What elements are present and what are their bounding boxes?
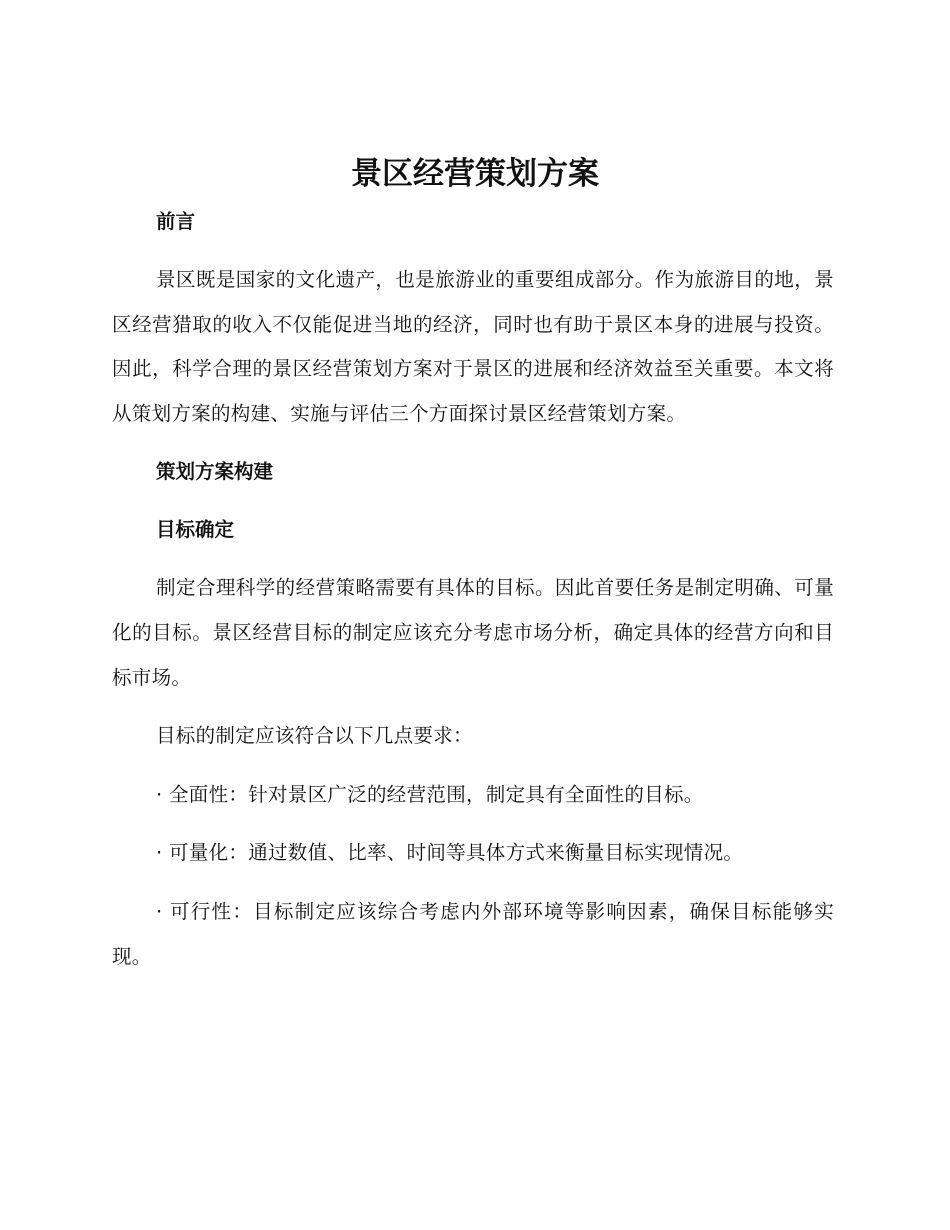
document-title: 景区经营策划方案 (351, 156, 599, 192)
requirement-item: · 可量化：通过数值、比率、时间等具体方式来衡量目标实现情况。 (156, 841, 744, 865)
requirements-intro: 目标的制定应该符合以下几点要求： (156, 724, 473, 748)
goal-heading: 目标确定 (156, 518, 235, 542)
requirement-item: · 全面性：针对景区广泛的经营范围，制定具有全面性的目标。 (156, 782, 704, 806)
requirement-item: · 可行性：目标制定应该综合考虑内外部环境等影响因素，确保目标能够实现。 (112, 899, 834, 968)
document-body (112, 200, 834, 993)
construction-heading: 策划方案构建 (156, 460, 274, 484)
preface-heading: 前言 (156, 210, 196, 233)
preface-paragraph: 景区既是国家的文化遗产，也是旅游业的重要组成部分。作为旅游目的地，景区经营猎取的收入不仅能促进当地的经济，同时也有助于景区本身的进展与投资。因此，科学合理的景区经营策划方案对于景区的进展和经济效益至关重要。本文将从策划方案的构建、实施与评估三个方面探讨景区经营策划方案。 (112, 268, 834, 425)
goal-paragraph: 制定合理科学的经营策略需要有具体的目标。因此首要任务是制定明确、可量化的目标。景区经营目标的制定应该充分考虑市场分析，确定具体的经营方向和目标市场。 (112, 576, 834, 689)
